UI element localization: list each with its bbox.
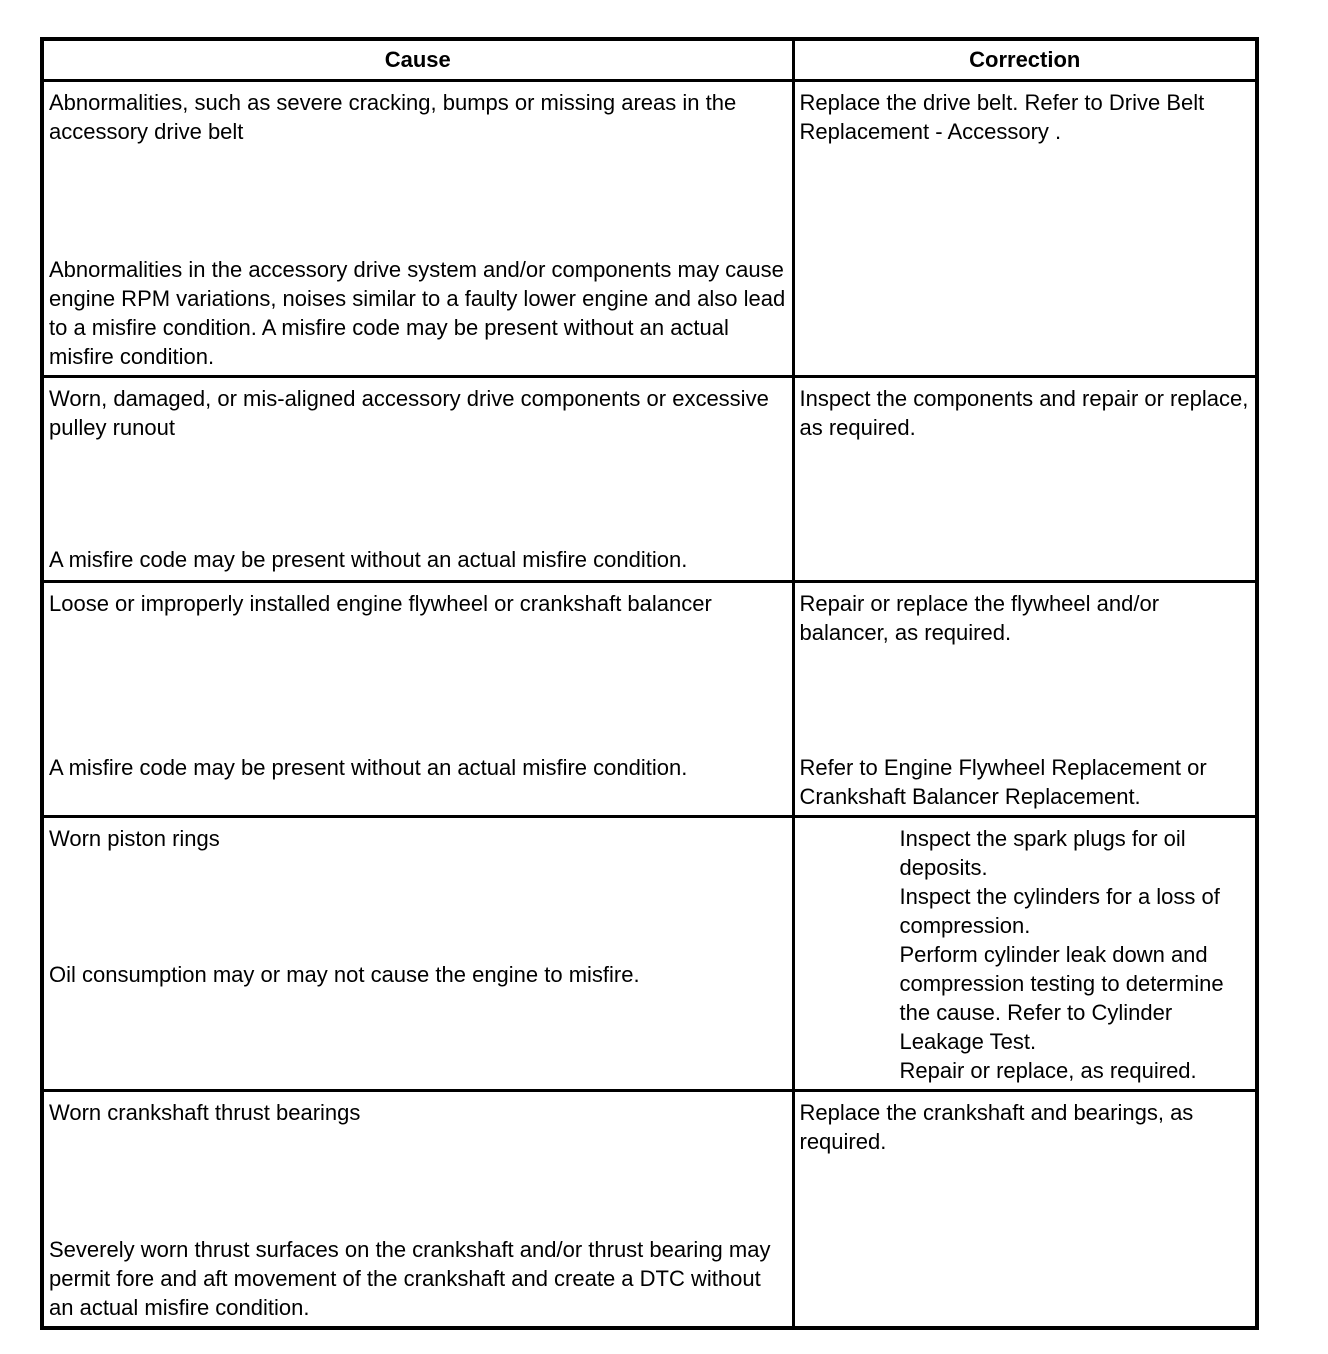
correction-text: Repair or replace the flywheel and/or balancer, as required. [799, 591, 1160, 645]
cause-cell [42, 377, 793, 582]
correction-text: Inspect the components and repair or replace, as required. [799, 386, 1249, 440]
step-item: Repair or replace, as required. [899, 1058, 1197, 1083]
header-correction: Correction [793, 39, 1257, 81]
cause-main: Loose or improperly installed engine flywheel or crankshaft balancer [49, 591, 712, 616]
table-row [42, 81, 1257, 377]
cause-note: Abnormalities in the accessory drive system and/or components may cause engine RPM variations, noises similar to a faulty lower engine and also lead to a misfire condition. A misfire code may be present without an actual misfire condition. [49, 257, 786, 369]
correction-text: Replace the drive belt. Refer to Drive Belt Replacement - Accessory . [799, 90, 1205, 144]
correction-cell [793, 1091, 1257, 1329]
cause-cell [42, 582, 793, 817]
correction-cell [793, 81, 1257, 377]
cause-note: Severely worn thrust surfaces on the crankshaft and/or thrust bearing may permit fore and aft movement of the crankshaft and create a DTC without an actual misfire condition. [49, 1237, 771, 1320]
table-row [42, 377, 1257, 582]
cause-cell [42, 1091, 793, 1329]
cause-main: Worn piston rings [49, 826, 220, 851]
table-row [42, 582, 1257, 817]
cause-note: A misfire code may be present without an actual misfire condition. [49, 547, 688, 572]
correction-note: Refer to Engine Flywheel Replacement or Crankshaft Balancer Replacement. [799, 755, 1207, 809]
correction-text: Replace the crankshaft and bearings, as required. [799, 1100, 1194, 1154]
cause-note: A misfire code may be present without an actual misfire condition. [49, 755, 688, 780]
table-row [42, 817, 1257, 1091]
diagnostic-table [40, 37, 1259, 1330]
cause-main: Worn, damaged, or mis-aligned accessory drive components or excessive pulley runout [49, 386, 769, 440]
header-row [42, 39, 1257, 81]
step-item: Inspect the cylinders for a loss of compression. [899, 884, 1220, 938]
correction-steps [800, 824, 1250, 1085]
table-row [42, 1091, 1257, 1329]
step-item: Perform cylinder leak down and compression testing to determine the cause. Refer to Cylinder Leakage Test. [899, 942, 1224, 1054]
correction-cell [793, 377, 1257, 582]
step-item: Inspect the spark plugs for oil deposits. [899, 826, 1186, 880]
correction-cell [793, 817, 1257, 1091]
cause-note: Oil consumption may or may not cause the engine to misfire. [49, 962, 640, 987]
cause-main: Worn crankshaft thrust bearings [49, 1100, 361, 1125]
cause-main: Abnormalities, such as severe cracking, bumps or missing areas in the accessory drive belt [49, 90, 737, 144]
cause-cell [42, 81, 793, 377]
correction-cell [793, 582, 1257, 817]
header-cause: Cause [42, 39, 793, 81]
cause-cell [42, 817, 793, 1091]
